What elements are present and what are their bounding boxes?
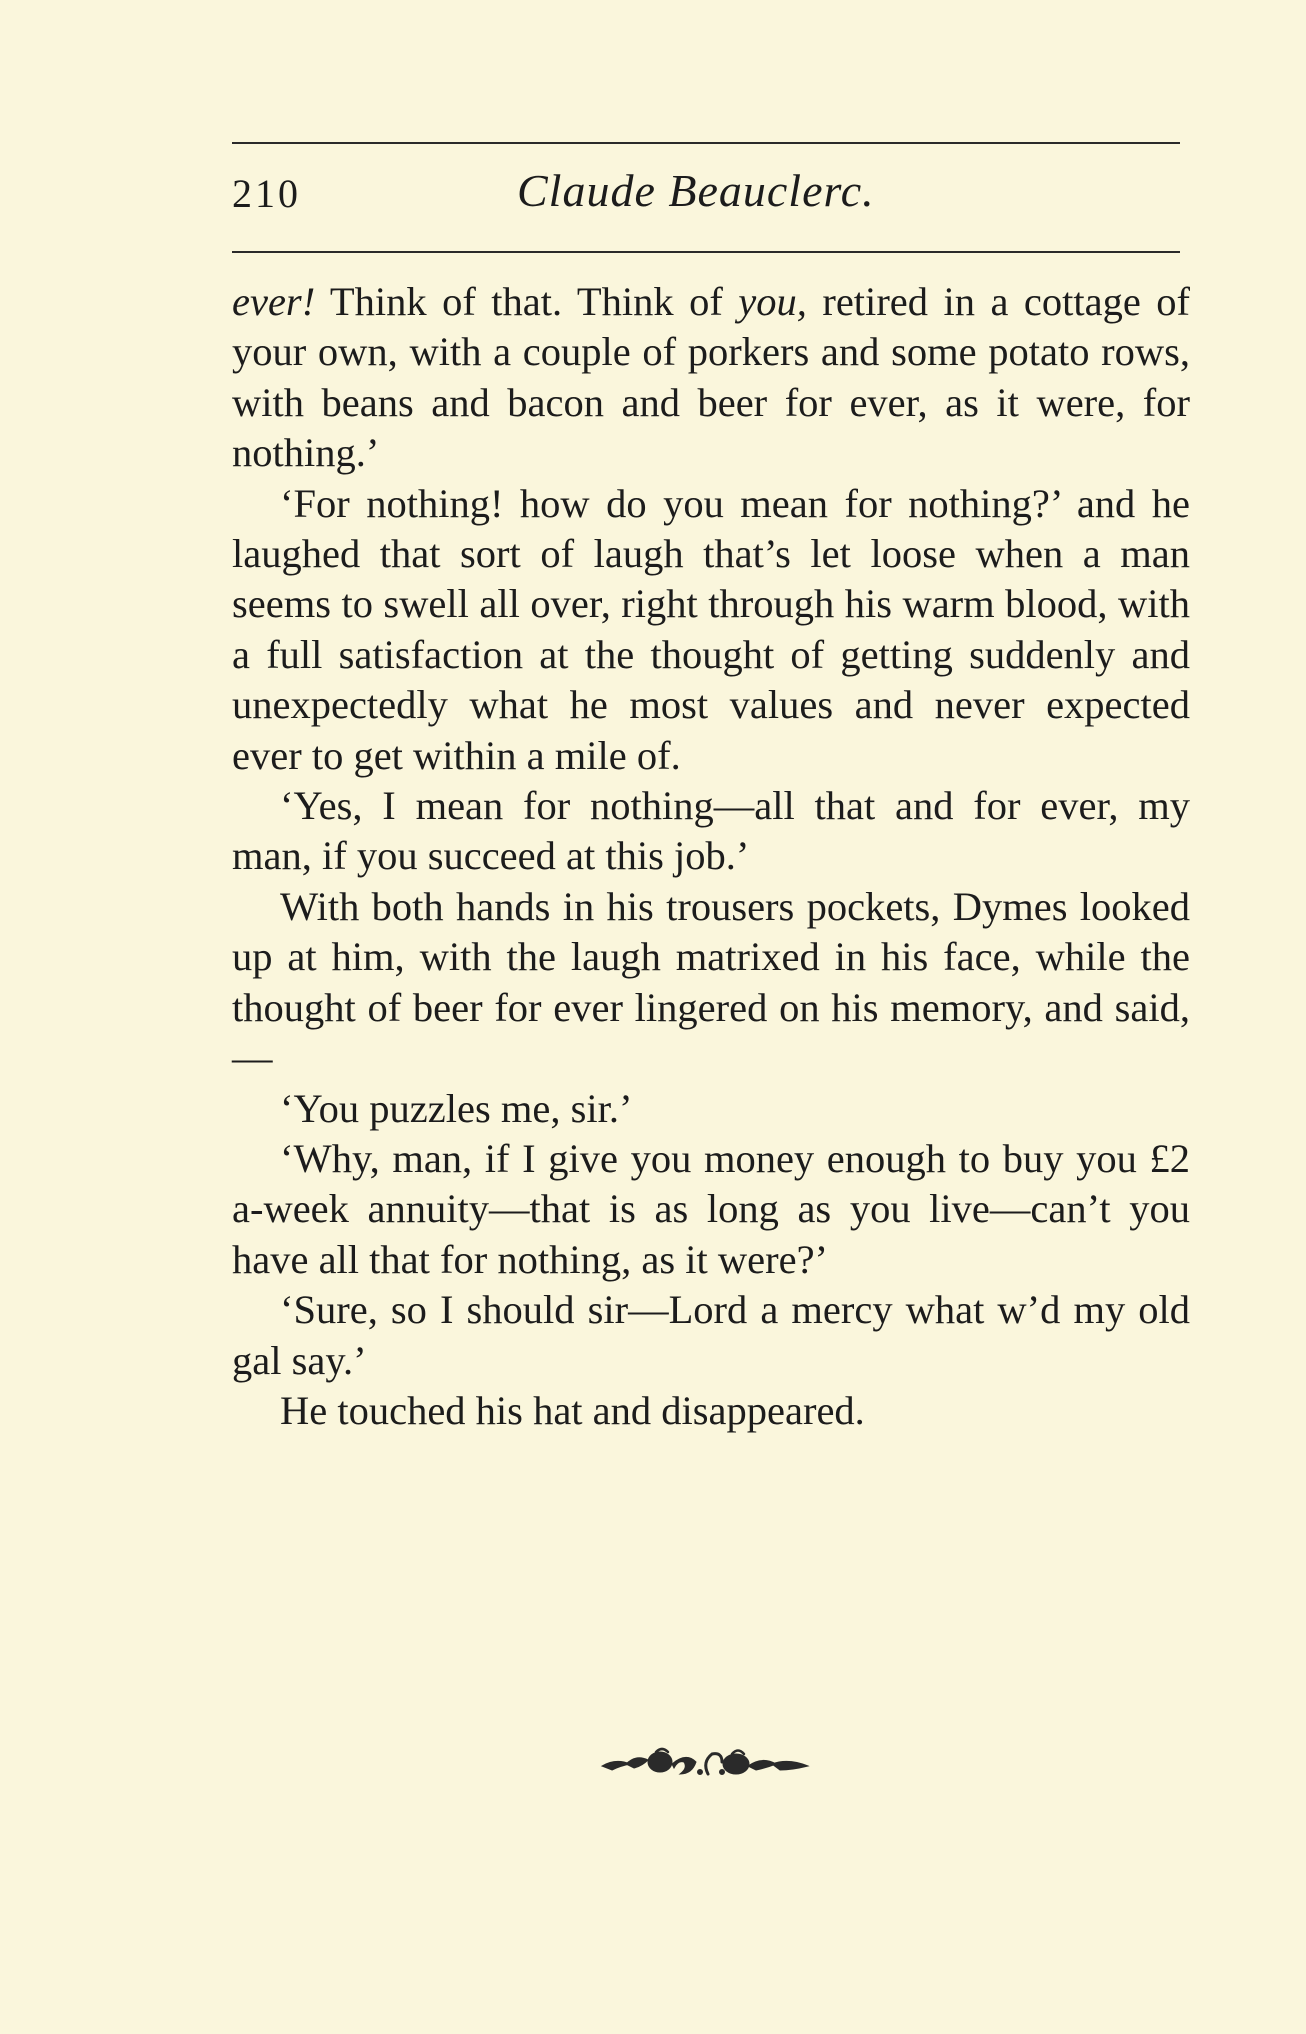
paragraph-6: ‘Why, man, if I give you money enough to buy you £2 a-week annuity—that is as long as you live—can’t you have all that for nothing, as it were?’ bbox=[232, 1135, 1190, 1282]
header-top-rule bbox=[232, 142, 1180, 144]
paragraph-7: ‘Sure, so I should sir—Lord a mercy what w’d my old gal say.’ bbox=[232, 1287, 1190, 1383]
running-title: Claude Beauclerc. bbox=[517, 165, 875, 216]
paragraph-4: With both hands in his trousers pockets, Dymes looked up at him, with the laugh matrixed in his face, while the thought of beer for ever lingered on his memory, and said,— bbox=[232, 883, 1190, 1081]
paragraph-3: ‘Yes, I mean for nothing—all that and for ever, my man, if you succeed at this job.’ bbox=[232, 783, 1190, 879]
emphasis-ever: ever! bbox=[232, 279, 316, 324]
page-number: 210 bbox=[232, 171, 301, 216]
paragraph-1-text-b: retired in a cottage of your own, with a couple of porkers and some potato rows, with beans and bacon and beer for ever, as it were, for nothing.’ bbox=[232, 279, 1190, 476]
paragraph-5: ‘You puzzles me, sir.’ bbox=[280, 1085, 633, 1131]
emphasis-you: you, bbox=[738, 279, 807, 324]
body-text bbox=[232, 277, 1190, 1436]
paragraph-8: He touched his hat and disappeared. bbox=[280, 1387, 865, 1433]
paragraph-2: ‘For nothing! how do you mean for nothing?’ and he laughed that sort of laugh that’s let loose when a man seems to swell all over, right through his warm blood, with a full satisfaction at the thought of getting suddenly and unexpectedly what he most values and never expected ever to get within a mile of. bbox=[232, 480, 1190, 778]
paragraph-1-text-a: Think of that. Think of bbox=[315, 279, 739, 324]
floral-tailpiece-icon bbox=[596, 1744, 816, 1784]
running-header bbox=[232, 164, 1180, 234]
paragraph-1 bbox=[232, 277, 1190, 479]
header-bottom-rule bbox=[232, 251, 1180, 253]
